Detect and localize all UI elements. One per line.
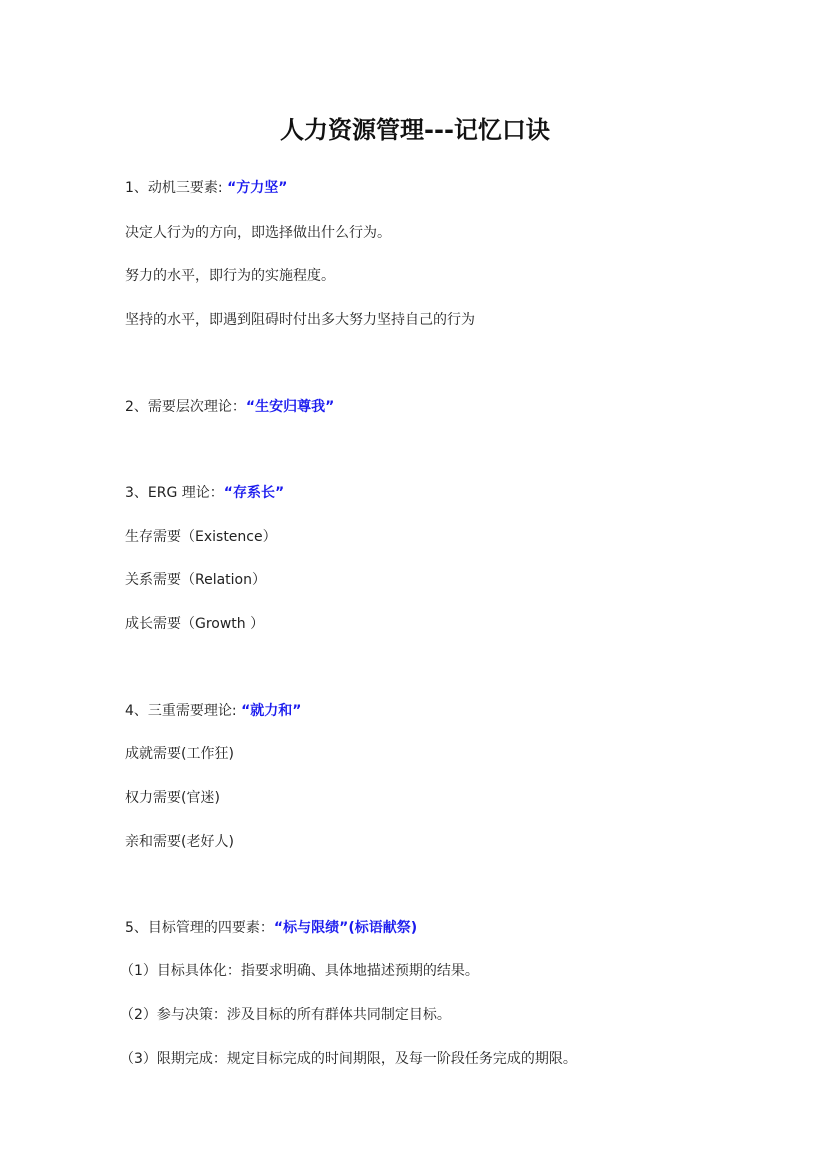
paragraph: 成就需要(工作狂) bbox=[125, 746, 234, 762]
list-item: （2）参与决策：涉及目标的所有群体共同制定目标。 bbox=[120, 1007, 451, 1023]
paragraph: 决定人行为的方向，即选择做出什么行为。 bbox=[125, 225, 391, 241]
paragraph: 关系需要（Relation） bbox=[125, 572, 266, 588]
paragraph: 努力的水平，即行为的实施程度。 bbox=[125, 268, 335, 284]
mnemonic: “就力和” bbox=[241, 703, 302, 719]
section-5-heading bbox=[125, 918, 417, 938]
section-2-heading bbox=[125, 397, 334, 417]
heading-text: 3、ERG 理论： bbox=[125, 485, 224, 501]
paragraph: 成长需要（Growth ） bbox=[125, 616, 265, 632]
paragraph: 坚持的水平，即遇到阻碍时付出多大努力坚持自己的行为 bbox=[125, 312, 475, 328]
section-4-heading bbox=[125, 701, 301, 721]
mnemonic: “生安归尊我” bbox=[245, 399, 335, 415]
list-item: （1）目标具体化：指要求明确、具体地描述预期的结果。 bbox=[120, 963, 479, 979]
heading-text: 2、需要层次理论： bbox=[125, 399, 246, 415]
mnemonic: “方力坚” bbox=[227, 180, 288, 196]
list-item: （3）限期完成：规定目标完成的时间期限，及每一阶段任务完成的期限。 bbox=[120, 1051, 577, 1067]
paragraph: 权力需要(官迷) bbox=[125, 790, 220, 806]
paragraph: 生存需要（Existence） bbox=[125, 529, 277, 545]
paragraph: 亲和需要(老好人) bbox=[125, 834, 234, 850]
mnemonic: “标与限绩”(标语献祭) bbox=[273, 920, 418, 936]
heading-text: 4、三重需要理论: bbox=[125, 703, 242, 719]
heading-text: 5、目标管理的四要素： bbox=[125, 920, 274, 936]
document-title: 人力资源管理---记忆口诀 bbox=[280, 116, 550, 144]
section-1-heading bbox=[125, 178, 287, 198]
mnemonic: “存系长” bbox=[223, 485, 285, 501]
section-3-heading bbox=[125, 483, 284, 503]
heading-text: 1、动机三要素: bbox=[125, 180, 228, 196]
